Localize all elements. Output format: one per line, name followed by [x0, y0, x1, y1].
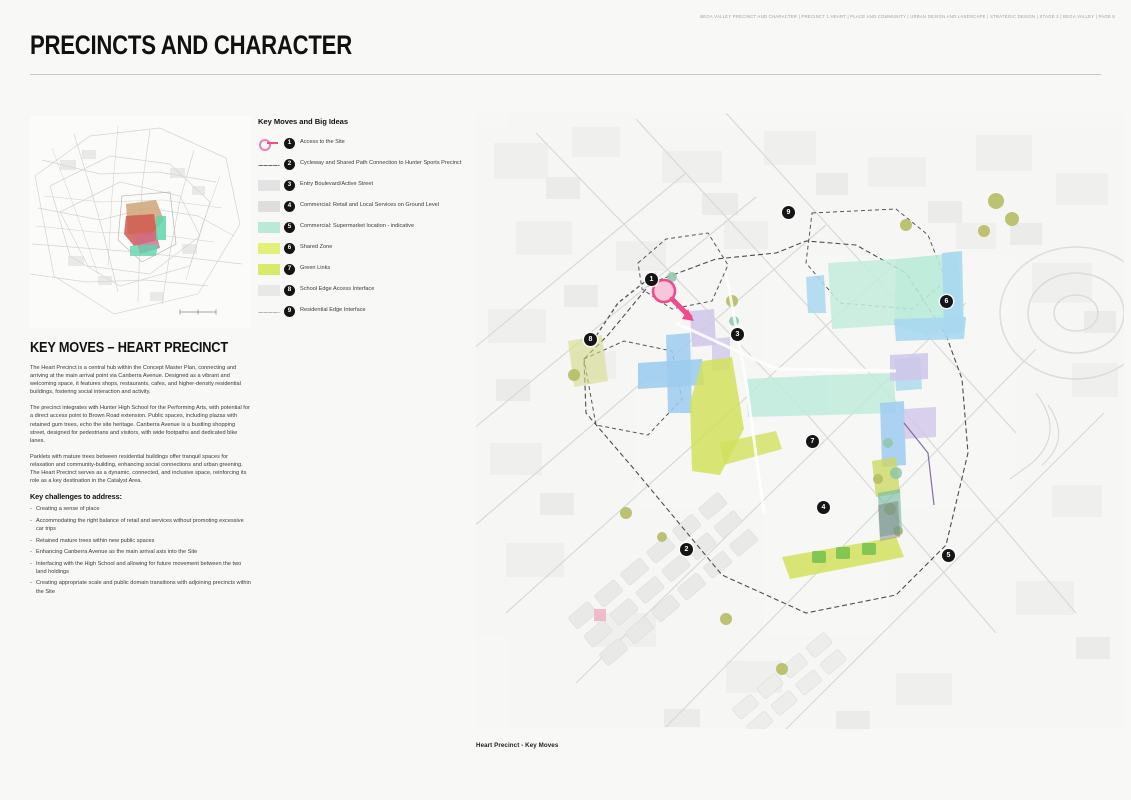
legend-item-label: Access to the Site	[300, 139, 345, 145]
title-divider	[30, 74, 1101, 75]
legend-item-label: Shared Zone	[300, 244, 333, 250]
legend-item-2	[258, 157, 463, 175]
list-item: - Interfacing with the High School and allowing for future movement between the two land holdings	[30, 560, 252, 576]
legend-item-8	[258, 283, 463, 301]
legend-item-7	[258, 262, 463, 280]
legend-item-4	[258, 199, 463, 217]
challenges-list	[30, 505, 252, 595]
document-running-header: BEGA VALLEY PRECINCT AND CHARACTER | PRECINCT 1 HEART | PLACE AND COMMUNITY | URBAN DESIGN AND LANDSCAPE | STRATEGIC DESIGN | STAGE 2 | BEGA VALLEY | PAGE 8	[700, 14, 1115, 19]
legend-item-label: Residential Edge Interface	[300, 307, 366, 313]
legend-swatch-1-access-arrow-icon	[258, 137, 280, 149]
legend-item-6	[258, 241, 463, 259]
map-marker-9[interactable]: 9	[782, 206, 795, 219]
challenges-heading: Key challenges to address:	[30, 492, 122, 502]
legend-swatch-6	[258, 243, 280, 254]
heart-precinct-map[interactable]	[476, 113, 1124, 729]
map-marker-2[interactable]: 2	[680, 543, 693, 556]
legend-item-label: Green Links	[300, 265, 331, 271]
legend-swatch-7	[258, 264, 280, 275]
legend-swatch-5	[258, 222, 280, 233]
legend-swatch-3	[258, 180, 280, 191]
legend-number-badge: 1	[284, 138, 295, 149]
legend-number-badge: 2	[284, 159, 295, 170]
legend-title: Key Moves and Big Ideas	[258, 117, 349, 126]
map-marker-6[interactable]: 6	[940, 295, 953, 308]
map-marker-5[interactable]: 5	[942, 549, 955, 562]
list-item: - Accommodating the right balance of retail and services without promoting excessive car trips	[30, 517, 252, 533]
body-paragraph-2: The precinct integrates with Hunter High School for the Performing Arts, with potential for a direct access point to Brown Road extension. Public spaces, including plazas with retained gum trees, echo the site heritage. Canberra Avenue is a bustling shopping street, designed for pedestrians and visitors, with wide footpaths and dedicated bike lanes.	[30, 405, 250, 444]
map-marker-7[interactable]: 7	[806, 435, 819, 448]
legend-item-label: Commercial: Retail and Local Services on Ground Level	[300, 202, 439, 208]
legend-item-label: Commercial: Supermarket location - indicative	[300, 223, 415, 229]
list-item: - Retained mature trees within new public spaces	[30, 537, 252, 545]
legend-item-3	[258, 178, 463, 196]
map-marker-4[interactable]: 4	[817, 501, 830, 514]
legend-swatch-8	[258, 285, 280, 296]
body-paragraph-3: Parklets with mature trees between residential buildings offer tranquil spaces for relaxation and community-building, enhancing social connections and urban greening. The Heart Precinct serves as a dynamic, connected, and inclusive space, reinforcing its role as a key destination in the Catalyst Area.	[30, 453, 247, 485]
map-caption: Heart Precinct - Key Moves	[476, 742, 559, 749]
context-aerial-thumbnail	[30, 116, 251, 328]
legend-number-badge: 7	[284, 264, 295, 275]
legend-item-9	[258, 304, 463, 322]
left-panel-heading: KEY MOVES – HEART PRECINCT	[30, 340, 228, 356]
legend-item-label: School Edge Access Interface	[300, 286, 375, 292]
legend-number-badge: 4	[284, 201, 295, 212]
left-panel-body	[30, 364, 252, 599]
legend-number-badge: 3	[284, 180, 295, 191]
list-item: - Creating appropriate scale and public domain transitions with adjoining precincts within the Site	[30, 579, 252, 595]
legend-number-badge: 6	[284, 243, 295, 254]
legend-item-label: Cycleway and Shared Path Connection to Hunter Sports Precinct	[300, 160, 462, 166]
legend-swatch-2	[258, 165, 280, 166]
legend-item-5	[258, 220, 463, 238]
legend-number-badge: 9	[284, 306, 295, 317]
legend-number-badge: 8	[284, 285, 295, 296]
list-item: - Creating a sense of place	[30, 505, 252, 513]
legend-number-badge: 5	[284, 222, 295, 233]
legend-swatch-4	[258, 201, 280, 212]
body-paragraph-1: The Heart Precinct is a central hub within the Concept Master Plan, connecting and arriving at the main arrival point via Canberra Avenue. Designed as a vibrant and welcoming space, it features shops, restaurants, cafes, and higher-density residential buildings, fostering social interaction and activity.	[30, 365, 241, 396]
legend-swatch-9	[258, 312, 280, 313]
legend-item-label: Entry Boulevard/Active Street	[300, 181, 374, 187]
page-title: PRECINCTS AND CHARACTER	[30, 30, 352, 60]
legend-list	[258, 136, 463, 325]
map-marker-3[interactable]: 3	[731, 328, 744, 341]
map-marker-1[interactable]: 1	[645, 273, 658, 286]
list-item: - Enhancing Canberra Avenue as the main arrival axis into the Site	[30, 548, 252, 556]
map-marker-8[interactable]: 8	[584, 333, 597, 346]
legend-item-1	[258, 136, 463, 154]
